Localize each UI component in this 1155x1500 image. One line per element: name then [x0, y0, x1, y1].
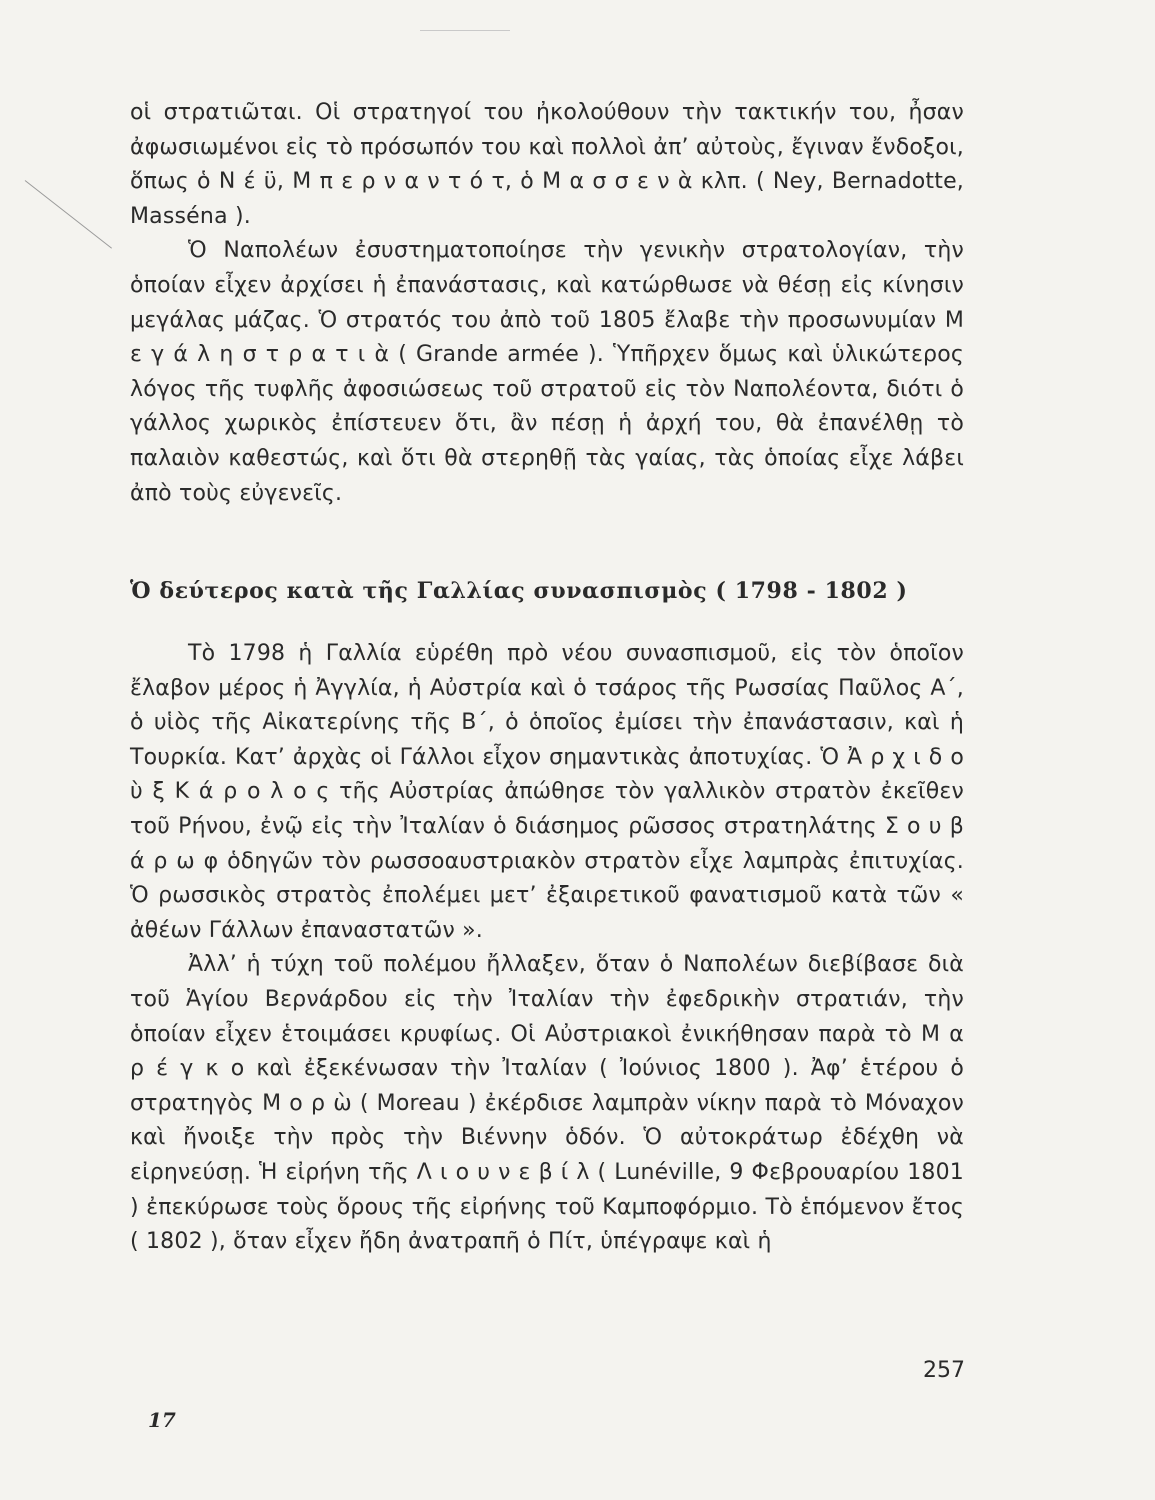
paragraph-1: οἱ στρατιῶται. Οἱ στρατηγοί του ἠκολούθουν τὴν τακτικήν του, ἦσαν ἀφωσιωμένοι εἰς τὸ πρόσωπόν του καὶ πολλοὶ ἀπ’ αὐτοὺς, ἔγιναν ἔνδοξοι, ὅπως ὁ Ν έ ϋ, Μ π ε ρ ν α ν τ ό τ, ὁ Μ α σ σ ε ν ὰ κλπ. ( Ney, Bernadotte, Masséna ). [130, 100, 964, 229]
paragraph-3: Τὸ 1798 ἡ Γαλλία εὑρέθη πρὸ νέου συνασπισμοῦ, εἰς τὸν ὁποῖον ἔλαβον μέρος ἡ Ἀγγλία, ἡ Αὐστρία καὶ ὁ τσάρος τῆς Ρωσσίας Παῦλος Α΄, ὁ υἱὸς τῆς Αἰκατερίνης τῆς Β΄, ὁ ὁποῖος ἐμίσει τὴν ἐπανάστασιν, καὶ ἡ Τουρκία. Κατ’ ἀρχὰς οἱ Γάλλοι εἶχον σημαντικὰς ἀποτυχίας. Ὁ Ἀ ρ χ ι δ ο ὺ ξ Κ ά ρ ο λ ο ς τῆς Αὐστρίας ἀπώθησε τὸν γαλλικὸν στρατὸν ἐκεῖθεν τοῦ Ρήνου, ἐνῷ εἰς τὴν Ἰταλίαν ὁ διάσημος ρῶσσος στρατηλάτης Σ ο υ β ά ρ ω φ ὁδηγῶν τὸν ρωσσοαυστριακὸν στρατὸν εἶχε λαμπρὰς ἐπιτυχίας. Ὁ ρωσσικὸς στρατὸς ἐπολέμει μετ’ ἐξαιρετικοῦ φανατισμοῦ κατὰ τῶν « ἀθέων Γάλλων ἐπαναστατῶν ». [130, 641, 964, 943]
scan-artifact-top [420, 30, 510, 31]
text-block-bottom [130, 637, 964, 1260]
paragraph-2: Ὁ Ναπολέων ἐσυστηματοποίησε τὴν γενικὴν στρατολογίαν, τὴν ὁποίαν εἶχεν ἀρχίσει ἡ ἐπανάστασις, καὶ κατώρθωσε νὰ θέσῃ εἰς κίνησιν μεγάλας μάζας. Ὁ στρατός του ἀπὸ τοῦ 1805 ἔλαβε τὴν προσωνυμίαν Μ ε γ ά λ η σ τ ρ α τ ι ὰ ( Grande armée ). Ὑπῆρχεν ὅμως καὶ ὑλικώτερος λόγος τῆς τυφλῆς ἀφοσιώσεως τοῦ στρατοῦ εἰς τὸν Ναπολέοντα, διότι ὁ γάλλος χωρικὸς ἐπίστευεν ὅτι, ἂν πέσῃ ἡ ἀρχή του, θὰ ἐπανέλθῃ τὸ παλαιὸν καθεστώς, καὶ ὅτι θὰ στερηθῇ τὰς γαίας, τὰς ὁποίας εἶχε λάβει ἀπὸ τοὺς εὐγενεῖς. [130, 238, 964, 506]
page-number: 257 [923, 1358, 965, 1383]
text-block-top [130, 96, 964, 511]
section-heading: Ὁ δεύτερος κατὰ τῆς Γαλλίας συνασπισμὸς ( 1798 - 1802 ) [130, 578, 908, 604]
scan-artifact-stroke [25, 180, 112, 249]
paragraph-4: Ἀλλ’ ἡ τύχη τοῦ πολέμου ἤλλαξεν, ὅταν ὁ Ναπολέων διεβίβασε διὰ τοῦ Ἁγίου Βερνάρδου εἰς τὴν Ἰταλίαν τὴν ἐφεδρικὴν στρατιάν, τὴν ὁποίαν εἶχεν ἑτοιμάσει κρυφίως. Οἱ Αὐστριακοὶ ἐνικήθησαν παρὰ τὸ Μ α ρ έ γ κ ο καὶ ἐξεκένωσαν τὴν Ἰταλίαν ( Ἰούνιος 1800 ). Ἀφ’ ἑτέρου ὁ στρατηγὸς Μ ο ρ ὼ ( Moreau ) ἐκέρδισε λαμπρὰν νίκην παρὰ τὸ Μόναχον καὶ ἤνοιξε τὴν πρὸς τὴν Βιέννην ὁδόν. Ὁ αὐτοκράτωρ ἐδέχθη νὰ εἰρηνεύσῃ. Ἡ εἰρήνη τῆς Λ ι ο υ ν ε β ί λ ( Lunéville, 9 Φεβρουαρίου 1801 ) ἐπεκύρωσε τοὺς ὅρους τῆς εἰρήνης τοῦ Καμποφόρμιο. Τὸ ἑπόμενον ἔτος ( 1802 ), ὅταν εἶχεν ἤδη ἀνατραπῆ ὁ Πίτ, ὑπέγραψε καὶ ἡ [130, 952, 964, 1255]
signature-mark: 17 [148, 1408, 176, 1432]
